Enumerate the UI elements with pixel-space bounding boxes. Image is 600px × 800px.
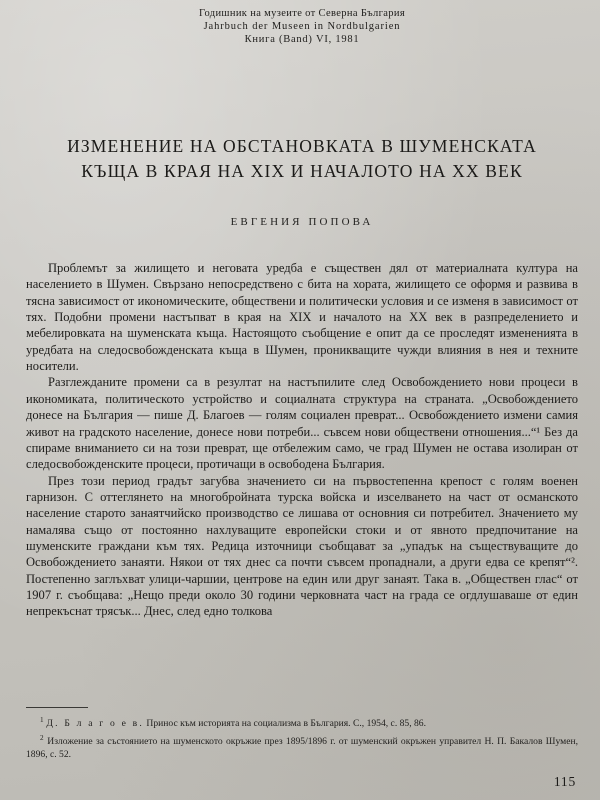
article-body	[26, 260, 578, 620]
body-paragraph-2: Разглежданите промени са в резултат на настъпилите след Освобождението нови процеси в икономиката, политическото устройство и социалната структура на страната. „Освобождението донесе на България — пише Д. Благоев — голям социален преврат... Освобождението измени самия живот на градското население, донесе нови потреби... съвсем нови обществени отношения...“¹ Без да спираме вниманието си на този преврат, ще отбележим само, че град Шумен не остава изолиран от следосвобожденските процеси, протичащи в освободена България.	[26, 375, 578, 472]
article-author: ЕВГЕНИЯ ПОПОВА	[230, 216, 374, 229]
footnote-2-text: Изложение за състоянието на шуменското окръжие през 1895/1896 г. от шуменский окръжен управител Н. П. Бакалов Шумен, 1896, с. 52.	[26, 736, 578, 760]
page-number: 115	[553, 774, 576, 789]
article-title-line-1: ИЗМЕНЕНИЕ НА ОБСТАНОВКАТА В ШУМЕНСКАТА	[67, 136, 537, 157]
footnote-1-marker: 1	[40, 716, 44, 725]
footnote-2	[26, 732, 578, 761]
footnote-1	[26, 714, 578, 731]
journal-title-de: Jahrbuch der Museen in Nordbulgarien	[203, 20, 401, 32]
journal-title-bg: Годишник на музеите от Северна България	[198, 8, 406, 19]
journal-volume: Книга (Band) VI, 1981	[244, 33, 360, 45]
body-paragraph-3: През този период градът загубва значението си на първостепенна крепост с голям военен гарнизон. С оттеглянето на многобройната турска войска и изселването на част от османското население старото занаятчийско производство се лишава от основния си потребител. Значението му намалява също от постоянно нахлуващите европейски стоки и от явното предпочитание на шуменските граждани към тях. Редица източници съобщават за „упадък на съществуващите до Освобождението занаяти. Някои от тях днес са почти съвсем пропаднали, а други едва се крепят“². Постепенно заглъхват улици-чаршии, центрове на един или друг занаят. Така в. „Обществен глас“ от 1907 г. съобщава: „Нещо преди около 30 години черковната част на града се огдлушаваше от един непрекъснат трясък... Днес, след едно толкова	[26, 473, 578, 619]
journal-masthead	[26, 8, 578, 46]
footnote-1-text: Принос към историята на социализма в България. С., 1954, с. 85, 86.	[146, 718, 426, 730]
footnote-2-marker: 2	[40, 734, 44, 742]
footnote-section	[26, 707, 578, 762]
article-title-line-2: КЪЩА В КРАЯ НА XIX И НАЧАЛОТО НА XX ВЕК	[81, 161, 523, 182]
article-title	[26, 134, 578, 184]
footnote-1-author: Д. Б л а г о е в.	[46, 718, 145, 730]
body-paragraph-1: Проблемът за жилището и неговата уредба е съществен дял от материалната култура на населението в Шумен. Свързано непосредствено с бита на хората, жилището се оформя и развива в тясна зависимост от икономическите, обществени и политически условия и се изменя в зависимост от тях. Подобни промени настъпват в края на XIX и началото на XX век в разпределението и мебелировката на шуменската къща. Настоящото съобщение е опит да се проследят измененията в уредбата на следосвобожденската къща в Шумен, проникващите чужди влияния в нея и техните носители.	[26, 261, 578, 374]
footnote-separator-rule	[26, 707, 88, 708]
